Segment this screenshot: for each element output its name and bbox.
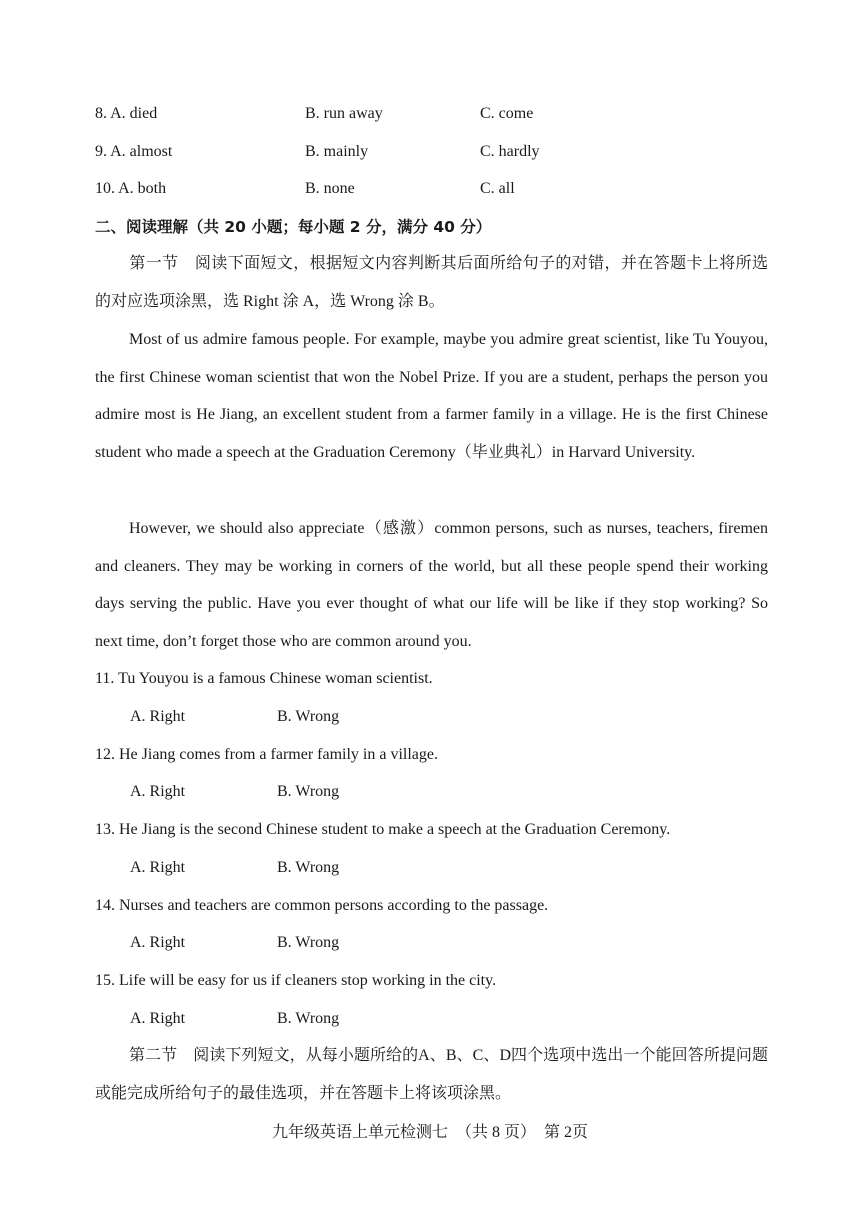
q9-option-b: B. mainly [305,143,369,160]
part2-instructions-text: 第二节 阅读下列短文，从每小题所给的A、B、C、D四个选项中选出一个能回答所提问题或能完成所给句子的最佳选项，并在答题卡上将该项涂黑。 [95,1047,768,1102]
q12-option-wrong: B. Wrong [277,783,340,800]
q12-option-right: A. Right [130,783,186,800]
q13-option-wrong: B. Wrong [277,859,340,876]
question-14: 14. Nurses and teachers are common persons according to the passage. [95,897,549,914]
question-13: 13. He Jiang is the second Chinese student to make a speech at the Graduation Ceremony. [95,821,671,838]
question-12: 12. He Jiang comes from a farmer family in a village. [95,746,438,763]
q8-option-c: C. come [480,105,534,122]
passage-paragraph-1-text: Most of us admire famous people. For example, maybe you admire great scientist, like Tu Youyou, the first Chinese woman scientist that won the Nobel Prize. If you are a student, perhaps the person you admire most is He Jiang, an excellent student from a farmer family in a village. He is the first Chinese student who made a speech at the Graduation Ceremony（毕业典礼）in Harvard University. [95,331,768,462]
q11-option-right: A. Right [130,708,186,725]
q10-option-b: B. none [305,180,355,197]
passage-paragraph-2 [95,510,768,661]
question-11: 11. Tu Youyou is a famous Chinese woman scientist. [95,670,433,687]
part1-instructions-text: 第一节 阅读下面短文，根据短文内容判断其后面所给句子的对错，并在答题卡上将所选的对应选项涂黑，选 Right 涂 A，选 Wrong 涂 B。 [95,255,768,310]
part1-instructions [95,245,768,320]
passage-paragraph-2-text: However, we should also appreciate（感激）common persons, such as nurses, teachers, firemen and cleaners. They may be working in corners of the world, but all these people spend their working days serving the public. Have you ever thought of what our life will be like if they stop working? So next time, don’t forget those who are common around you. [95,520,768,651]
q13-option-right: A. Right [130,859,186,876]
q15-option-wrong: B. Wrong [277,1010,340,1027]
q8-option-b: B. run away [305,105,383,122]
q14-option-right: A. Right [130,934,186,951]
q9-option-a: 9. A. almost [95,143,173,160]
part2-instructions [95,1037,768,1112]
q11-option-wrong: B. Wrong [277,708,340,725]
q9-option-c: C. hardly [480,143,540,160]
q15-option-right: A. Right [130,1010,186,1027]
page-footer: 九年级英语上单元检测七 （共 8 页） 第 2页 [271,1124,588,1141]
passage-paragraph-1 [95,321,768,472]
q8-option-a: 8. A. died [95,105,158,122]
q10-option-a: 10. A. both [95,180,167,197]
q10-option-c: C. all [480,180,515,197]
q14-option-wrong: B. Wrong [277,934,340,951]
question-15: 15. Life will be easy for us if cleaners stop working in the city. [95,972,497,989]
section-heading: 二、阅读理解（共 20 小题；每小题 2 分，满分 40 分） [95,218,492,236]
